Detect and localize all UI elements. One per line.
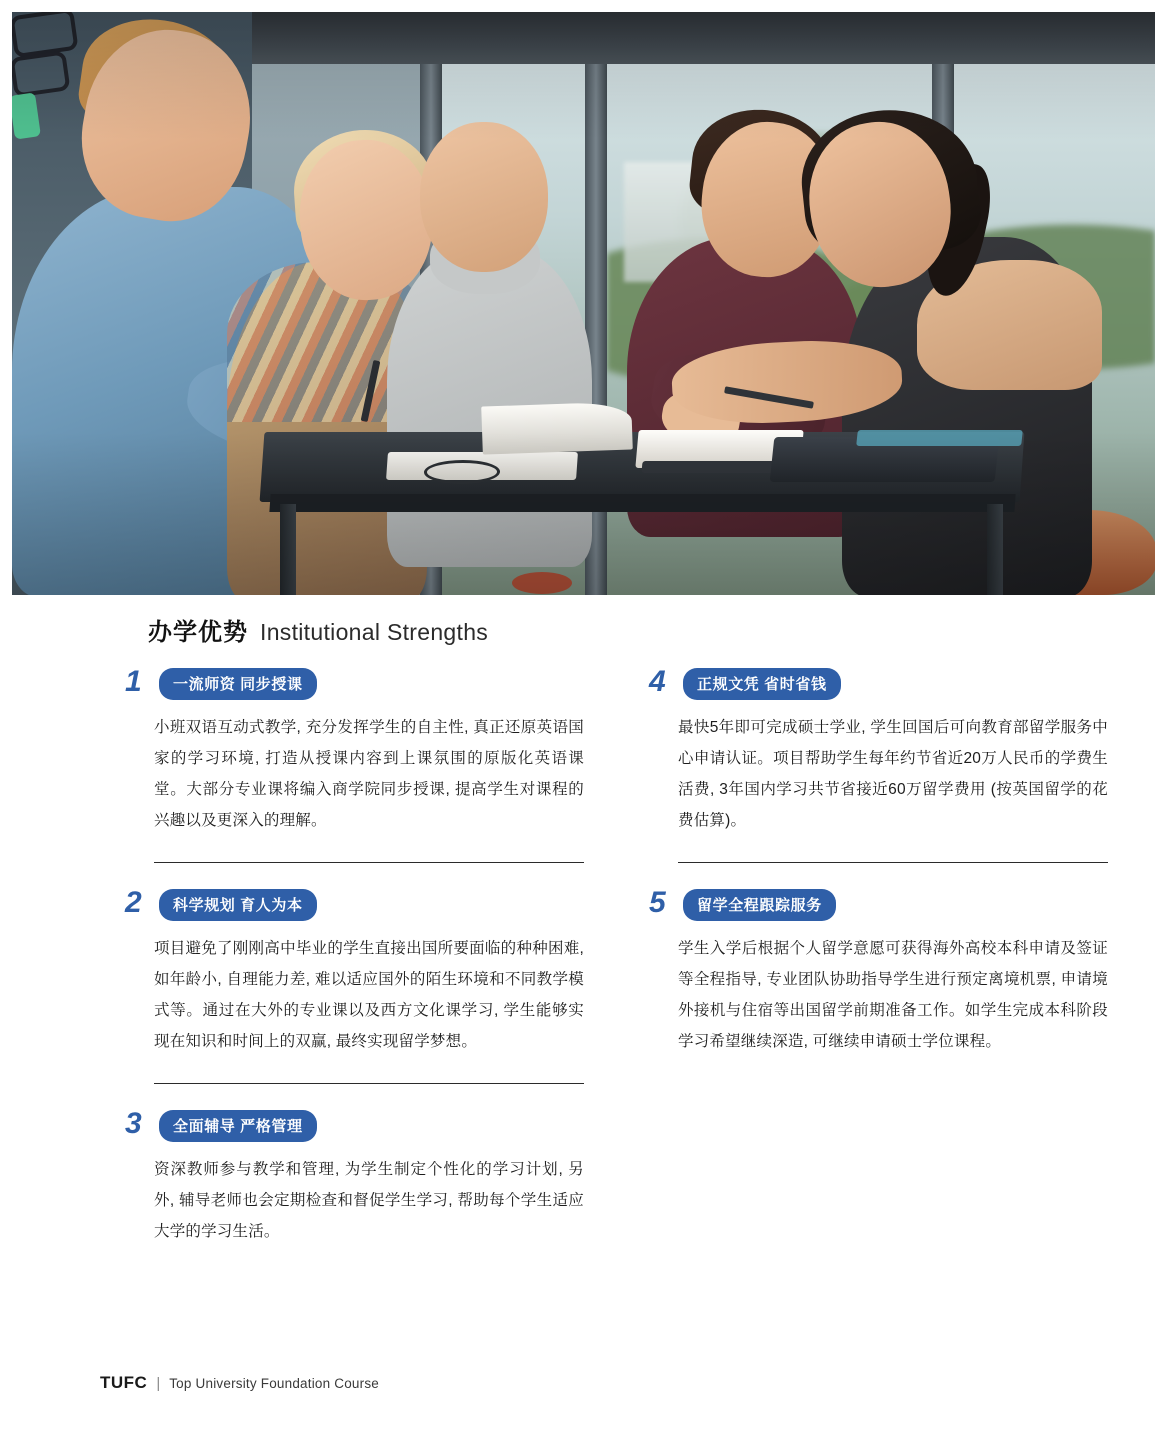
strength-body: 小班双语互动式教学, 充分发挥学生的自主性, 真正还原英语国家的学习环境, 打造从授课内容到上课氛围的原版化英语课堂。大部分专业课将编入商学院同步授课, 提高学生对课程的兴趣以及更深入的理解。 xyxy=(154,719,584,829)
strengths-columns xyxy=(118,665,1108,1247)
strength-number: 2 xyxy=(125,886,142,919)
strength-item-4 xyxy=(642,665,1108,836)
strength-badge: 科学规划 育人为本 xyxy=(159,889,317,921)
photo-vignette xyxy=(12,12,1155,595)
strength-item-2 xyxy=(118,886,584,1057)
strength-header xyxy=(649,665,1108,700)
strength-item-5 xyxy=(642,886,1108,1057)
strength-number: 5 xyxy=(649,886,666,919)
strength-body: 资深教师参与教学和管理, 为学生制定个性化的学习计划, 另外, 辅导老师也会定期检查和督促学生学习, 帮助每个学生适应大学的学习生活。 xyxy=(154,1161,584,1240)
strength-number: 4 xyxy=(649,665,666,698)
footer xyxy=(100,1373,379,1393)
strengths-column-left xyxy=(118,665,584,1247)
strength-item-1 xyxy=(118,665,584,836)
hero-photo xyxy=(12,12,1155,595)
divider xyxy=(154,862,584,863)
footer-separator: | xyxy=(156,1374,161,1392)
page-title-cn: 办学优势 xyxy=(148,619,248,646)
strength-body: 学生入学后根据个人留学意愿可获得海外高校本科申请及签证等全程指导, 专业团队协助指导学生进行预定离境机票, 申请境外接机与住宿等出国留学前期准备工作。如学生完成本科阶段学习希望继续深造, 可继续申请硕士学位课程。 xyxy=(678,940,1108,1050)
strength-header xyxy=(649,886,1108,921)
strength-number: 3 xyxy=(125,1107,142,1140)
strength-header xyxy=(125,665,584,700)
strength-badge: 正规文凭 省时省钱 xyxy=(683,668,841,700)
hero-illustration xyxy=(12,12,1155,595)
divider xyxy=(678,862,1108,863)
strength-body: 最快5年即可完成硕士学业, 学生回国后可向教育部留学服务中心申请认证。项目帮助学生每年约节省近20万人民币的学费生活费, 3年国内学习共节省接近60万留学费用 (按英国留学的花费估算)。 xyxy=(678,719,1108,829)
strength-header xyxy=(125,886,584,921)
strength-number: 1 xyxy=(125,665,142,698)
page-title-en: Institutional Strengths xyxy=(260,619,489,645)
footer-tagline: Top University Foundation Course xyxy=(169,1375,379,1391)
page-title xyxy=(148,612,488,647)
strength-body: 项目避免了刚刚高中毕业的学生直接出国所要面临的种种困难, 如年龄小, 自理能力差, 难以适应国外的陌生环境和不同教学模式等。通过在大外的专业课以及西方文化课学习, 学生能够实现在知识和时间上的双赢, 最终实现留学梦想。 xyxy=(154,940,584,1050)
strength-badge: 留学全程跟踪服务 xyxy=(683,889,836,921)
strengths-column-right xyxy=(642,665,1108,1247)
strength-header xyxy=(125,1107,584,1142)
divider xyxy=(154,1083,584,1084)
strength-badge: 全面辅导 严格管理 xyxy=(159,1110,317,1142)
brand-logo: TUFC xyxy=(100,1373,148,1392)
strength-badge: 一流师资 同步授课 xyxy=(159,668,317,700)
strength-item-3 xyxy=(118,1107,584,1247)
